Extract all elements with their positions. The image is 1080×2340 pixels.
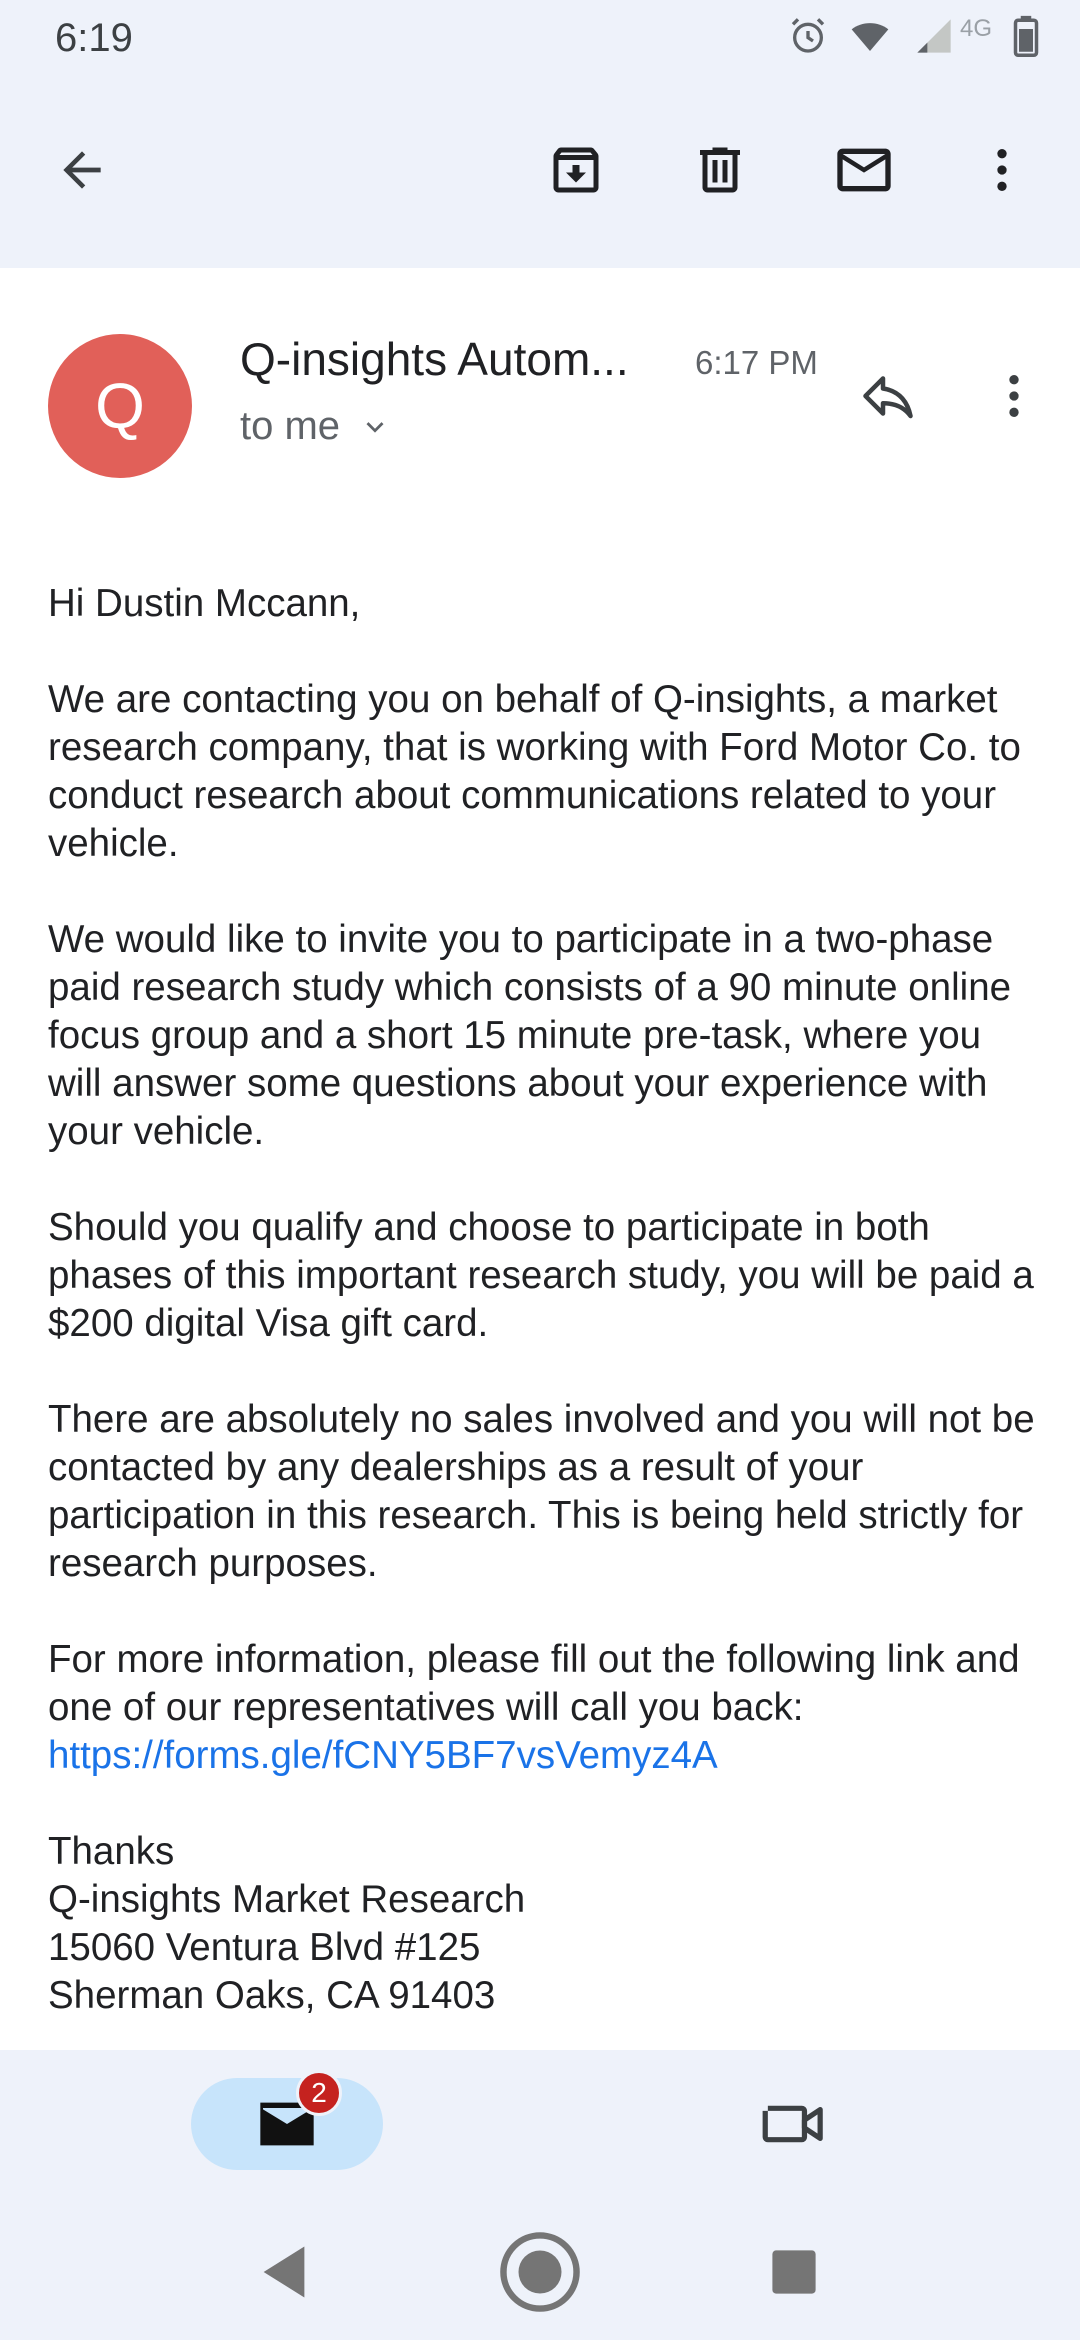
signature-company: Q-insights Market Research bbox=[48, 1878, 526, 1921]
delete-button[interactable] bbox=[672, 122, 768, 218]
signal-icon bbox=[912, 16, 956, 61]
sender-name[interactable]: Q-insights Autom... bbox=[240, 333, 629, 385]
signature-address-line1: 15060 Ventura Blvd #125 bbox=[48, 1926, 481, 1969]
sender-avatar[interactable] bbox=[48, 334, 192, 478]
recipient-toggle[interactable] bbox=[240, 404, 392, 449]
back-button[interactable] bbox=[34, 122, 130, 218]
delete-icon bbox=[690, 140, 750, 200]
bottom-nav bbox=[0, 2050, 1080, 2210]
body-paragraph: For more information, please fill out the following link and one of our representatives will call you back: bbox=[48, 1638, 1020, 1729]
greeting: Hi Dustin Mccann, bbox=[48, 582, 361, 625]
mark-unread-button[interactable] bbox=[816, 122, 912, 218]
status-icons bbox=[788, 14, 1040, 62]
network-label: 4G bbox=[959, 15, 992, 42]
video-call-icon bbox=[760, 2096, 828, 2152]
message-time: 6:17 PM bbox=[695, 344, 818, 381]
back-arrow-icon bbox=[54, 142, 110, 198]
body-paragraph: There are absolutely no sales involved and you will not be contacted by any dealerships as a result of your participation in this research. This is being held strictly for research purposes. bbox=[48, 1398, 1035, 1585]
signoff: Thanks bbox=[48, 1830, 175, 1873]
signature-address-line2: Sherman Oaks, CA 91403 bbox=[48, 1974, 496, 2017]
body-paragraph: We are contacting you on behalf of Q-insights, a market research company, that is working with Ford Motor Co. to conduct research about communications related to your vehicle. bbox=[48, 678, 1021, 865]
more-vert-icon bbox=[974, 142, 1030, 198]
system-recents-button[interactable] bbox=[746, 2224, 842, 2320]
recipient-label: to me bbox=[240, 404, 341, 448]
mark-unread-icon bbox=[832, 138, 896, 202]
home-circle-icon bbox=[497, 2229, 583, 2315]
square-recents-icon bbox=[770, 2248, 818, 2296]
triangle-back-icon bbox=[258, 2244, 310, 2300]
reply-button[interactable] bbox=[840, 348, 936, 444]
chevron-down-icon bbox=[358, 410, 392, 444]
more-options-button[interactable] bbox=[954, 122, 1050, 218]
status-time: 6:19 bbox=[55, 16, 133, 60]
archive-icon bbox=[546, 140, 606, 200]
alarm-icon bbox=[788, 16, 828, 61]
reply-icon bbox=[858, 366, 918, 426]
system-back-button[interactable] bbox=[236, 2224, 332, 2320]
meet-tab[interactable] bbox=[744, 2078, 844, 2170]
body-paragraph: We would like to invite you to participate in a two-phase paid research study which consists of a 90 minute online focus group and a short 15 minute pre-task, where you will answer some questions about your experience with your vehicle. bbox=[48, 918, 1012, 1153]
mail-tab[interactable] bbox=[191, 2078, 383, 2170]
more-vert-icon bbox=[986, 368, 1042, 424]
body-paragraph: Should you qualify and choose to participate in both phases of this important research study, you will be paid a $200 digital Visa gift card. bbox=[48, 1206, 1034, 1345]
message-more-button[interactable] bbox=[966, 348, 1062, 444]
message-body bbox=[48, 580, 1038, 2020]
status-bar bbox=[0, 0, 1080, 80]
system-home-button[interactable] bbox=[492, 2224, 588, 2320]
archive-button[interactable] bbox=[528, 122, 624, 218]
battery-icon bbox=[1012, 15, 1040, 62]
wifi-icon bbox=[848, 16, 892, 61]
unread-badge: 2 bbox=[296, 2070, 342, 2116]
avatar-letter: Q bbox=[95, 370, 145, 442]
form-link[interactable]: https://forms.gle/fCNY5BF7vsVemyz4A bbox=[48, 1734, 718, 1777]
message-header bbox=[0, 268, 1080, 498]
app-bar bbox=[0, 80, 1080, 268]
system-nav bbox=[0, 2210, 1080, 2340]
